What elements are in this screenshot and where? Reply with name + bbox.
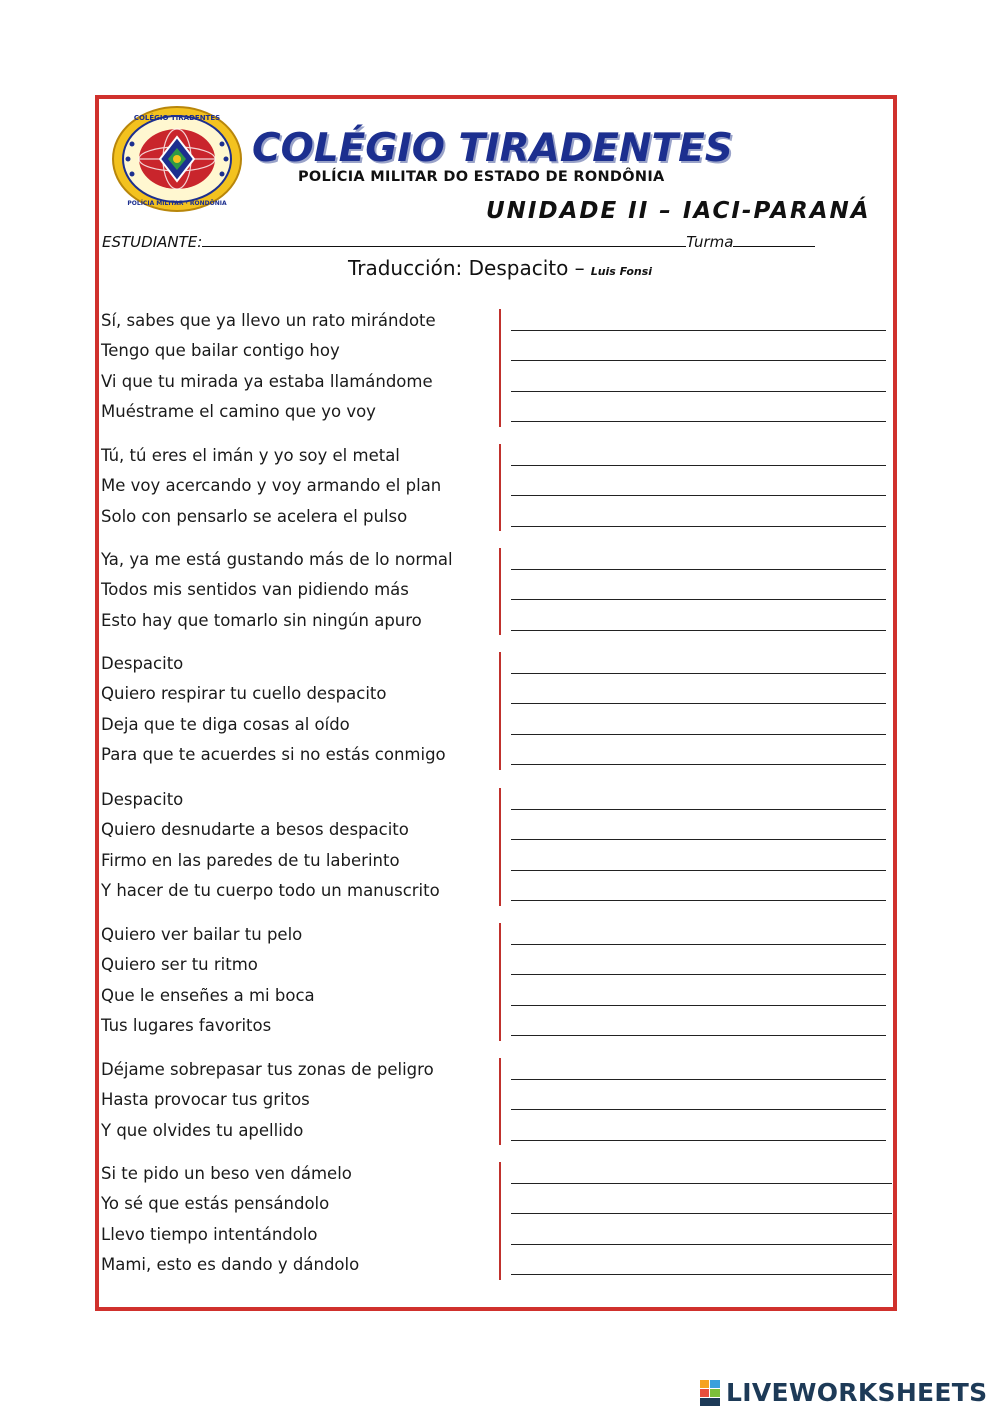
- translation-answer-field[interactable]: [511, 1035, 886, 1036]
- translation-answer-field[interactable]: [511, 569, 886, 570]
- stanza: [101, 307, 896, 429]
- translation-answer-field[interactable]: [511, 421, 886, 422]
- student-label: ESTUDIANTE:: [102, 233, 203, 251]
- school-seal-logo: [110, 104, 244, 214]
- school-name-title: COLÉGIO TIRADENTES: [252, 126, 733, 171]
- translation-answer-field[interactable]: [511, 526, 886, 527]
- lyric-line: Si te pido un beso ven dámelo: [101, 1164, 352, 1183]
- lyric-row: [101, 1160, 896, 1190]
- svg-text:POLÍCIA MILITAR · RONDÔNIA: POLÍCIA MILITAR · RONDÔNIA: [127, 200, 227, 207]
- lyric-line: Me voy acercando y voy armando el plan: [101, 476, 442, 496]
- stanza: [101, 650, 896, 772]
- lyric-line: Sí, sabes que ya llevo un rato mirándote: [101, 311, 436, 330]
- liveworksheets-badge-icon: [700, 1380, 720, 1406]
- school-subtitle: POLÍCIA MILITAR DO ESTADO DE RONDÔNIA: [298, 169, 665, 185]
- stanza: [101, 1160, 896, 1282]
- lyric-row: [101, 921, 896, 951]
- lyric-line: Despacito: [101, 790, 184, 809]
- stanza: [101, 442, 896, 533]
- lyric-row: [101, 1251, 896, 1281]
- lyric-row: [101, 472, 896, 502]
- lyric-row: [101, 816, 896, 846]
- student-name-field[interactable]: [202, 231, 686, 247]
- translation-answer-field[interactable]: [511, 764, 886, 765]
- lyric-row: [101, 847, 896, 877]
- lyric-row: [101, 741, 896, 771]
- translation-answer-field[interactable]: [511, 1140, 886, 1141]
- lyric-line: Muéstrame el camino que yo voy: [101, 402, 376, 422]
- translation-answer-field[interactable]: [511, 1005, 886, 1006]
- lyric-row: [101, 607, 896, 637]
- lyric-line: Yo sé que estás pensándolo: [101, 1194, 330, 1214]
- lyric-line: Deja que te diga cosas al oído: [101, 714, 350, 734]
- lyric-line: Vi que tu mirada ya estaba llamándome: [101, 371, 433, 391]
- lyric-line: Para que te acuerdes si no estás conmigo: [101, 745, 446, 765]
- lyric-row: [101, 1056, 896, 1086]
- lyric-row: [101, 1086, 896, 1116]
- lyric-line: Déjame sobrepasar tus zonas de peligro: [101, 1060, 434, 1079]
- translation-answer-field[interactable]: [511, 944, 886, 945]
- lyric-row: [101, 1117, 896, 1147]
- translation-answer-field[interactable]: [511, 465, 886, 466]
- lyric-row: [101, 711, 896, 741]
- translation-answer-field[interactable]: [511, 1079, 886, 1080]
- lyric-row: [101, 1012, 896, 1042]
- translation-answer-field[interactable]: [511, 734, 886, 735]
- lyric-line: Solo con pensarlo se acelera el pulso: [101, 506, 408, 526]
- lyric-line: Que le enseñes a mi boca: [101, 985, 315, 1005]
- song-author: Luis Fonsi: [590, 265, 653, 278]
- translation-answer-field[interactable]: [511, 974, 886, 975]
- translation-answer-field[interactable]: [511, 900, 886, 901]
- lyric-row: [101, 650, 896, 680]
- lyric-row: [101, 337, 896, 367]
- translation-answer-field[interactable]: [511, 839, 886, 840]
- lyric-line: Y hacer de tu cuerpo todo un manuscrito: [101, 881, 440, 901]
- stanza: [101, 786, 896, 908]
- lyric-line: Y que olvides tu apellido: [101, 1120, 304, 1140]
- lyric-line: Tú, tú eres el imán y yo soy el metal: [101, 446, 400, 465]
- lyric-row: [101, 951, 896, 981]
- translation-answer-field[interactable]: [511, 1109, 886, 1110]
- lyric-row: [101, 398, 896, 428]
- lyric-line: Todos mis sentidos van pidiendo más: [101, 580, 409, 600]
- lyric-line: Tus lugares favoritos: [101, 1016, 272, 1036]
- class-field[interactable]: [733, 231, 815, 247]
- lyric-row: [101, 1190, 896, 1220]
- lyric-row: [101, 982, 896, 1012]
- lyric-line: Mami, esto es dando y dándolo: [101, 1255, 360, 1275]
- translation-answer-field[interactable]: [511, 1213, 892, 1214]
- translation-answer-field[interactable]: [511, 809, 886, 810]
- lyric-row: [101, 877, 896, 907]
- lyric-line: Firmo en las paredes de tu laberinto: [101, 850, 400, 870]
- stanza: [101, 921, 896, 1043]
- lyric-line: Tengo que bailar contigo hoy: [101, 341, 340, 361]
- translation-answer-field[interactable]: [511, 673, 886, 674]
- worksheet-title: [0, 256, 1000, 280]
- school-unit: UNIDADE II – IACI-PARANÁ: [486, 198, 871, 224]
- translation-answer-field[interactable]: [511, 391, 886, 392]
- lyric-row: [101, 680, 896, 710]
- lyric-line: Llevo tiempo intentándolo: [101, 1224, 318, 1244]
- lyric-line: Quiero respirar tu cuello despacito: [101, 684, 387, 704]
- lyric-row: [101, 546, 896, 576]
- lyric-line: Despacito: [101, 654, 184, 673]
- translation-answer-field[interactable]: [511, 870, 886, 871]
- translation-answer-field[interactable]: [511, 360, 886, 361]
- lyric-row: [101, 368, 896, 398]
- class-label: Turma: [686, 233, 734, 251]
- translation-answer-field[interactable]: [511, 495, 886, 496]
- lyric-line: Esto hay que tomarlo sin ningún apuro: [101, 610, 422, 630]
- translation-answer-field[interactable]: [511, 599, 886, 600]
- translation-answer-field[interactable]: [511, 703, 886, 704]
- lyric-line: Hasta provocar tus gritos: [101, 1090, 310, 1110]
- lyric-row: [101, 786, 896, 816]
- lyric-row: [101, 576, 896, 606]
- lyric-line: Quiero ser tu ritmo: [101, 955, 258, 975]
- lyric-row: [101, 442, 896, 472]
- lyric-line: Quiero desnudarte a besos despacito: [101, 820, 409, 840]
- lyric-row: [101, 503, 896, 533]
- lyric-line: Ya, ya me está gustando más de lo normal: [101, 550, 453, 569]
- title-text: Traducción: Despacito –: [347, 256, 585, 280]
- liveworksheets-brand: LIVEWORKSHEETS: [726, 1378, 988, 1407]
- stanza: [101, 1056, 896, 1147]
- student-info-row: [102, 231, 815, 251]
- svg-text:COLÉGIO TIRADENTES: COLÉGIO TIRADENTES: [133, 114, 221, 122]
- translation-answer-field[interactable]: [511, 1274, 892, 1275]
- lyric-row: [101, 1221, 896, 1251]
- lyric-row: [101, 307, 896, 337]
- translation-answer-field[interactable]: [511, 1183, 892, 1184]
- translation-answer-field[interactable]: [511, 1244, 892, 1245]
- translation-answer-field[interactable]: [511, 630, 886, 631]
- lyric-line: Quiero ver bailar tu pelo: [101, 925, 303, 944]
- stanza: [101, 546, 896, 637]
- translation-answer-field[interactable]: [511, 330, 886, 331]
